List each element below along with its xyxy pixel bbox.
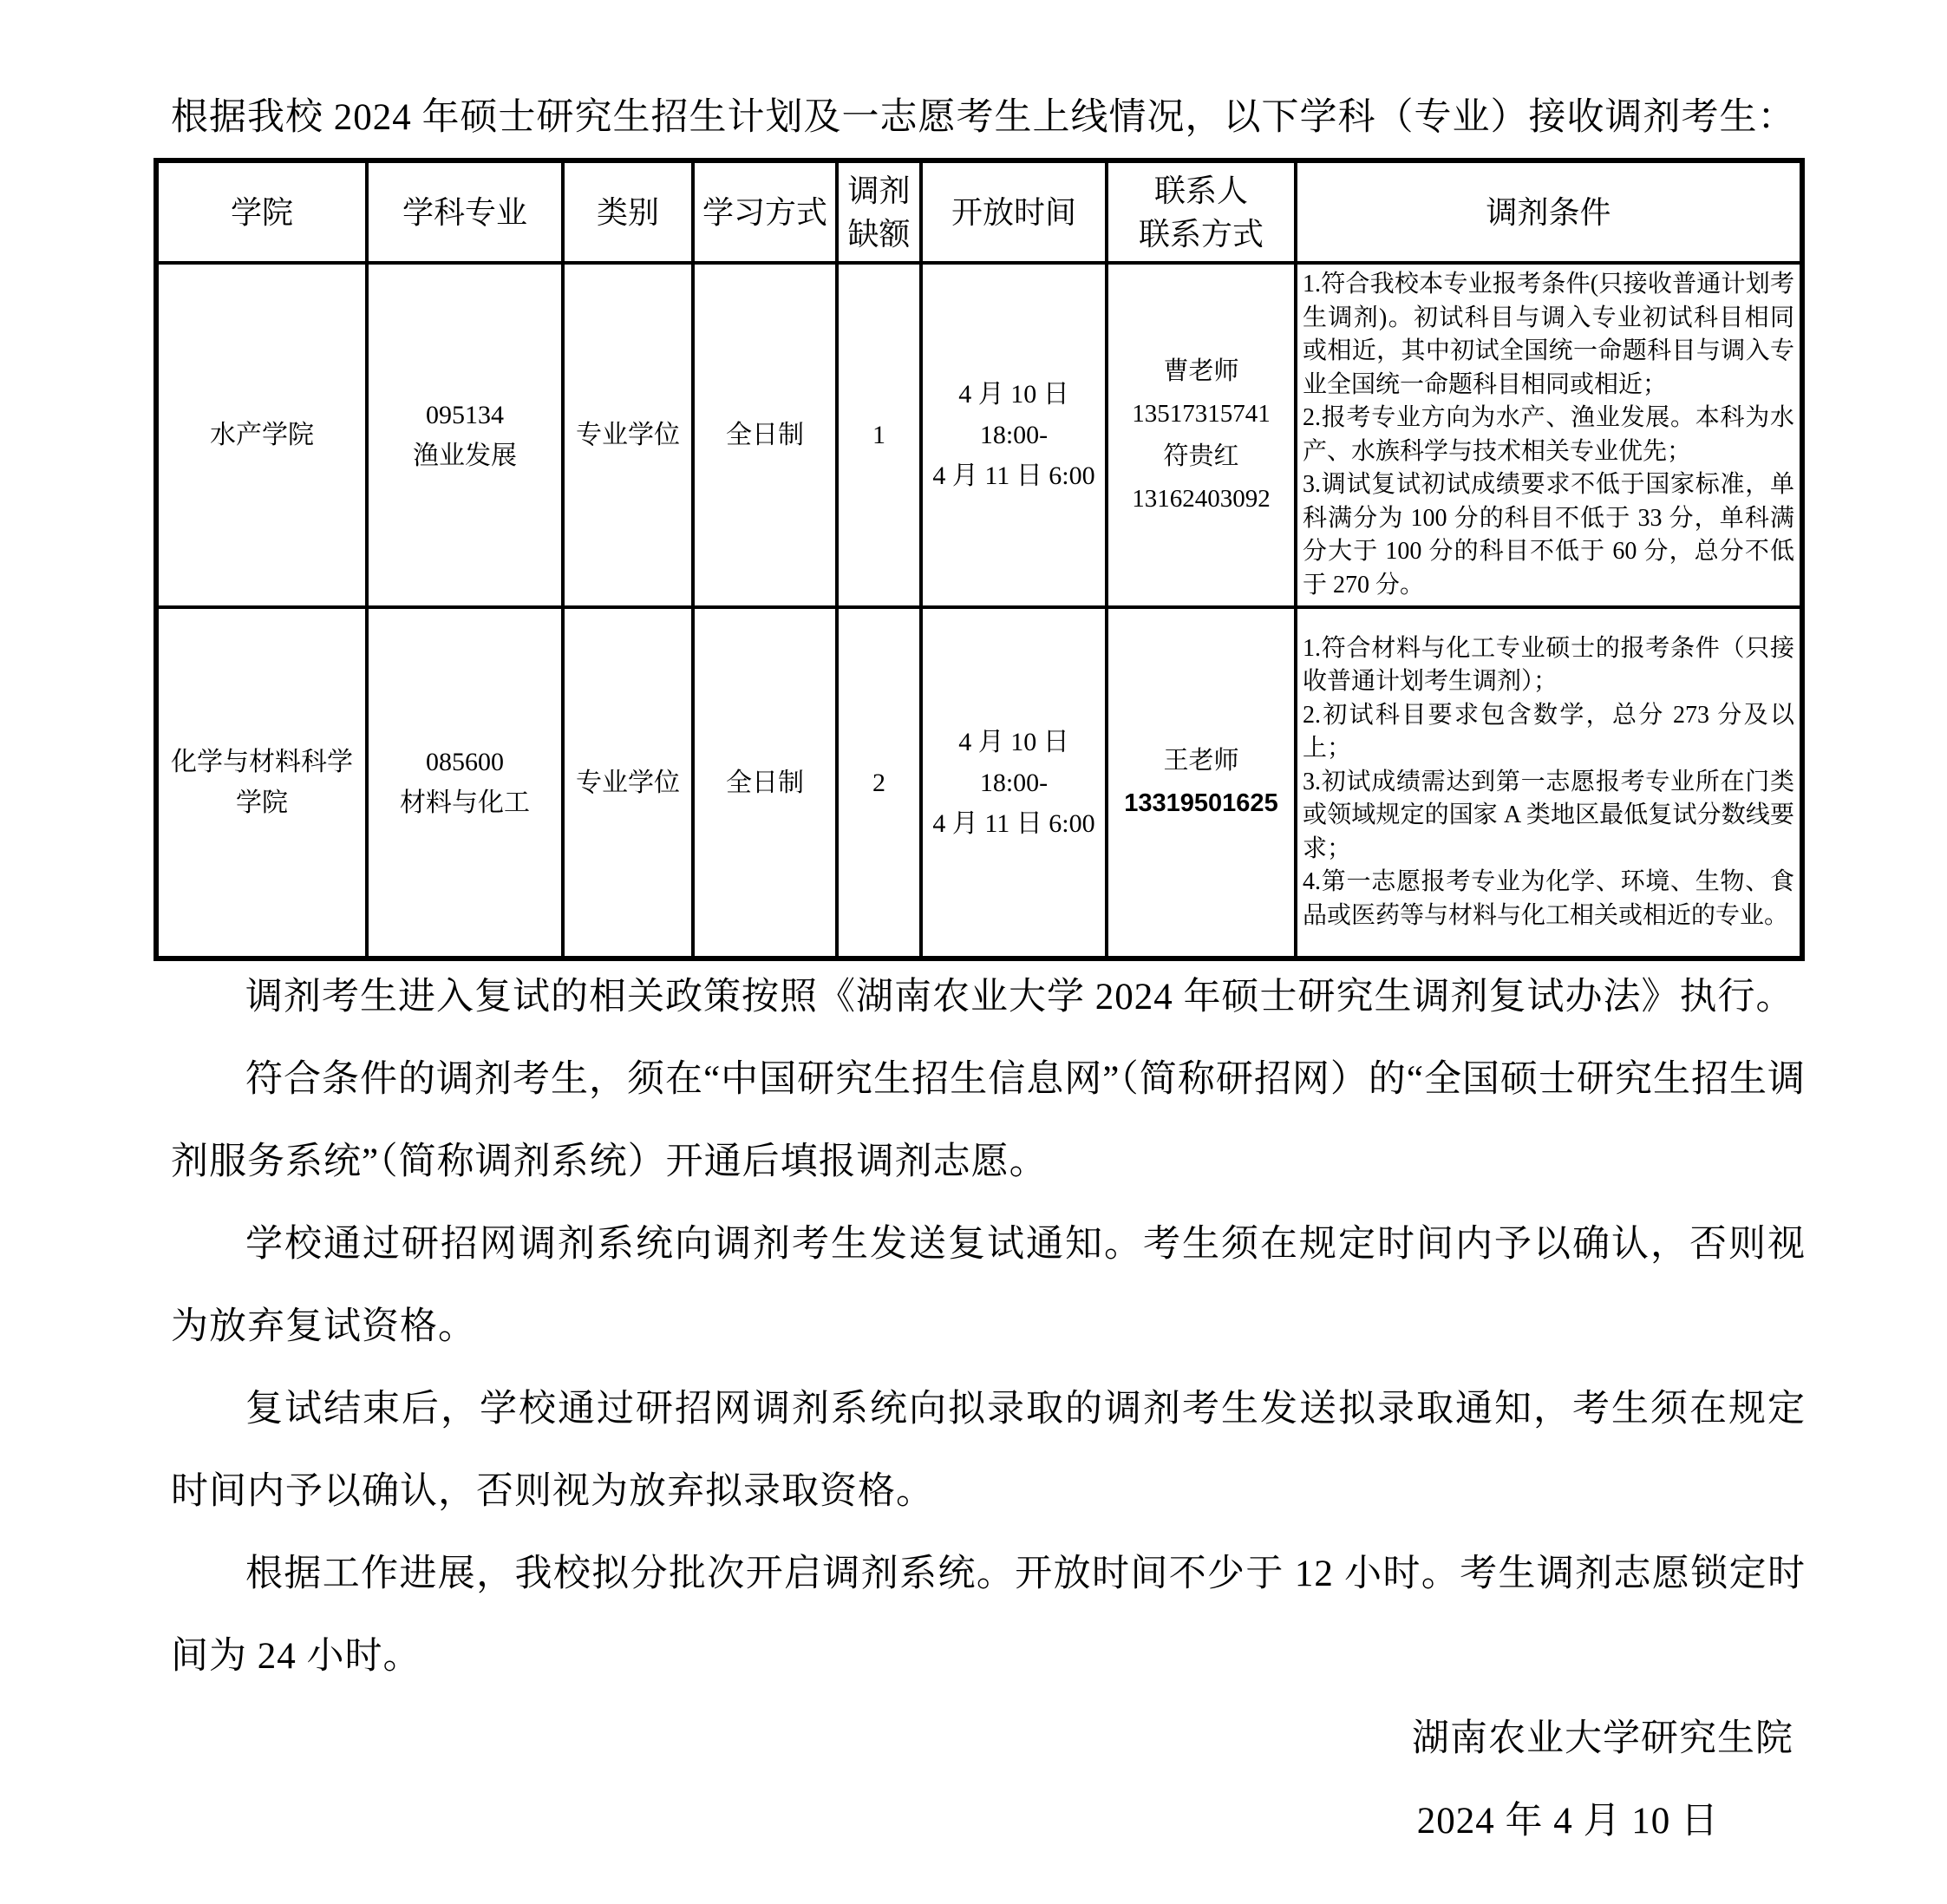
category-cell: 专业学位	[563, 263, 693, 607]
header-open-time	[921, 160, 1107, 263]
contact-phone: 13162403092	[1132, 484, 1271, 513]
condition-item: 2.报考专业方向为水产、渔业发展。本科为水产、水族科学与技术相关专业优先；	[1303, 404, 1794, 465]
college-cell	[156, 263, 367, 607]
open-time-end: 4 月 11 日 6:00	[932, 461, 1095, 490]
condition-item: 2.初试科目要求包含数学，总分 273 分及以上；	[1303, 701, 1794, 762]
retest-notice-paragraph: 学校通过研招网调剂系统向调剂考生发送复试通知。考生须在规定时间内予以确认，否则视为放弃复试资格。	[171, 1224, 1806, 1347]
condition-item: 1.符合材料与化工专业硕士的报考条件（只接收普通计划考生调剂）；	[1303, 634, 1794, 696]
contact-cell	[1107, 263, 1296, 607]
open-time-cell	[921, 263, 1107, 607]
open-time-start: 4 月 10 日 18:00-	[958, 727, 1069, 797]
table-row-materials	[156, 607, 1802, 959]
condition-item: 3.初试成绩需达到第一志愿报考专业所在门类或领域规定的国家 A 类地区最低复试分数线要求；	[1303, 768, 1794, 862]
header-study-mode	[693, 160, 837, 263]
major-code: 095134	[426, 400, 504, 429]
header-label: 类别	[596, 194, 659, 230]
major-cell	[367, 263, 563, 607]
contact-name: 王老师	[1163, 747, 1239, 775]
header-college	[156, 160, 367, 263]
header-label: 学科专业	[402, 194, 527, 230]
study-mode-cell: 全日制	[693, 263, 837, 607]
study-mode-cell: 全日制	[693, 607, 837, 959]
condition-item: 3.调试复试初试成绩要求不低于国家标准，单科满分为 100 分的科目不低于 33 分，单科满分大于 100 分的科目不低于 60 分，总分不低于 270 分。	[1303, 471, 1794, 599]
quota-cell: 2	[837, 607, 921, 959]
open-time-start: 4 月 10 日 18:00-	[958, 380, 1069, 449]
table-header-row	[156, 160, 1802, 263]
header-conditions	[1296, 160, 1802, 263]
major-cell	[367, 607, 563, 959]
header-label: 联系方式	[1138, 216, 1264, 252]
signature-organization: 湖南农业大学研究生院	[1412, 1718, 1793, 1759]
condition-item: 4.第一志愿报考专业为化学、环境、生物、食品或医药等与材料与化工相关或相近的专业。	[1303, 868, 1794, 929]
header-contact	[1107, 160, 1296, 263]
signature-date: 2024 年 4 月 10 日	[1416, 1801, 1719, 1842]
open-time-end: 4 月 11 日 6:00	[932, 808, 1095, 838]
header-label: 联系人	[1153, 173, 1248, 208]
cell-line: 水产学院	[210, 421, 314, 449]
header-quota	[837, 160, 921, 263]
contact-phone: 13319501625	[1124, 789, 1278, 817]
header-label: 学习方式	[702, 194, 827, 230]
header-major	[367, 160, 563, 263]
policy-paragraph: 调剂考生进入复试的相关政策按照《湖南农业大学 2024 年硕士研究生调剂复试办法》执行。	[245, 977, 1794, 1017]
header-category	[563, 160, 693, 263]
condition-item: 1.符合我校本专业报考条件(只接收普通计划考生调剂)。初试科目与调入专业初试科目相同或相近，其中初试全国统一命题科目与调入专业全国统一命题科目相同或相近；	[1303, 271, 1794, 398]
cell-line: 化学与材料科学	[171, 748, 353, 776]
category-cell: 专业学位	[563, 607, 693, 959]
major-name: 渔业发展	[413, 441, 517, 470]
admission-notice-paragraph: 复试结束后，学校通过研招网调剂系统向拟录取的调剂考生发送拟录取通知，考生须在规定时间内予以确认，否则视为放弃拟录取资格。	[171, 1389, 1806, 1512]
cell-line: 学院	[236, 788, 288, 817]
contact-name: 符贵红	[1163, 442, 1239, 470]
header-label: 调剂	[847, 173, 911, 208]
contact-phone: 13517315741	[1132, 399, 1271, 428]
application-paragraph: 符合条件的调剂考生，须在“中国研究生招生信息网”（简称研招网）的“全国硕士研究生招生调剂服务系统”（简称调剂系统）开通后填报调剂志愿。	[171, 1059, 1806, 1182]
major-name: 材料与化工	[400, 788, 530, 817]
open-time-cell	[921, 607, 1107, 959]
header-label: 缺额	[847, 216, 911, 252]
contact-cell	[1107, 607, 1296, 959]
major-code: 085600	[426, 748, 504, 776]
header-label: 学院	[230, 194, 293, 230]
table-row-fisheries	[156, 263, 1802, 607]
system-schedule-paragraph: 根据工作进展，我校拟分批次开启调剂系统。开放时间不少于 12 小时。考生调剂志愿锁定时间为 24 小时。	[171, 1554, 1806, 1677]
college-cell	[156, 607, 367, 959]
quota-cell: 1	[837, 263, 921, 607]
header-label: 调剂条件	[1486, 194, 1611, 230]
transfer-quota-table	[154, 158, 1805, 961]
conditions-cell	[1296, 263, 1802, 607]
body-text	[171, 956, 1806, 1862]
header-label: 开放时间	[951, 194, 1076, 230]
contact-name: 曹老师	[1163, 357, 1239, 385]
intro-text: 根据我校 2024 年硕士研究生招生计划及一志愿考生上线情况，以下学科（专业）接收调剂考生：	[171, 97, 1796, 138]
conditions-cell	[1296, 607, 1802, 959]
